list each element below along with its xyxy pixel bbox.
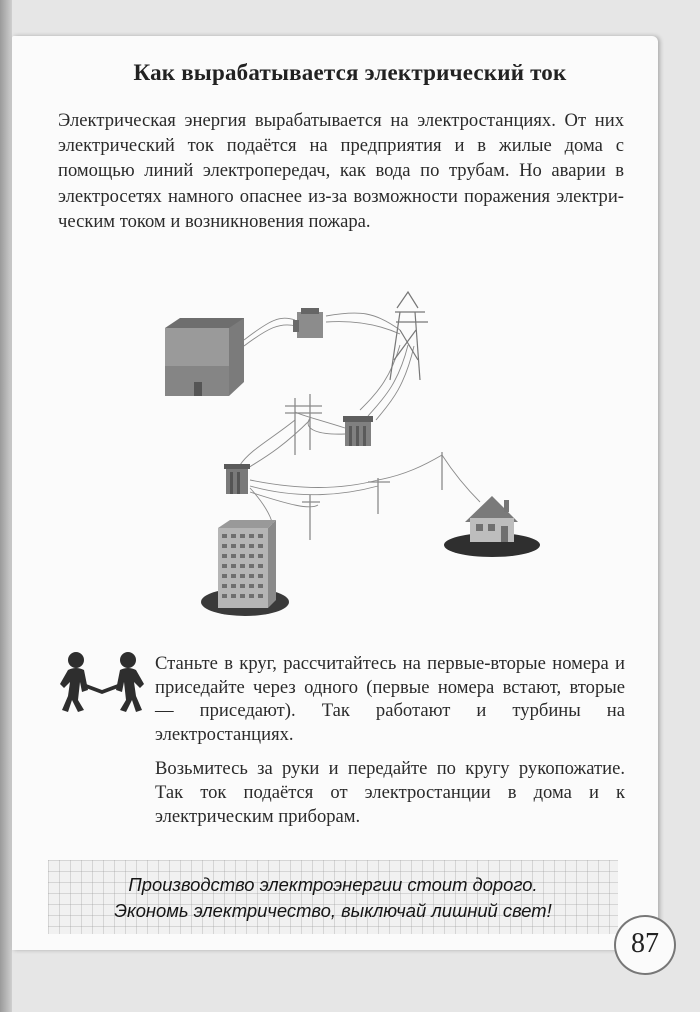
page-number: 87 — [631, 928, 659, 959]
utility-pole-illustration — [285, 394, 322, 455]
game-paragraph: Станьте в круг, рассчитайтесь на первые-вторые номера и приседайте через одного (первые номера встают, вторые — приседают). Так работают и турбины на электростанциях. — [155, 653, 625, 745]
apartment-building-illustration — [201, 520, 289, 616]
slogan — [48, 872, 618, 924]
slogan-line: Производство электроэнергии стоит дорого. — [128, 874, 538, 895]
transformer-illustration — [224, 464, 250, 494]
children-holding-hands-icon — [58, 650, 148, 716]
slogan-line: Экономь электричество, выключай лишний свет! — [114, 900, 552, 921]
intro-paragraph: Электрическая энергия вырабатывается на электростанциях. От них электрический ток подаётся на предприятия и в жилые дома с помощью линий электропередач, как вода по трубам. Но аварии в электросетях намного опаснее из-за возможности поражения электрическим током и возникновения пожара. — [58, 110, 624, 232]
game-instructions — [155, 652, 625, 839]
transformer-illustration — [293, 308, 323, 338]
power-grid-illustration — [150, 290, 570, 620]
book-spine-shadow — [0, 0, 12, 1012]
transmission-tower-illustration — [390, 292, 428, 380]
utility-pole-illustration — [302, 452, 442, 540]
game-paragraph: Возьмитесь за руки и передайте по кругу рукопожатие. Так ток подаётся от электростанции в дома и к электрическим приборам. — [155, 758, 625, 827]
page-title: Как вырабатывается электрический ток — [133, 60, 567, 85]
power-plant-illustration — [165, 318, 244, 396]
house-illustration — [444, 496, 540, 557]
transformer-illustration — [343, 416, 373, 446]
